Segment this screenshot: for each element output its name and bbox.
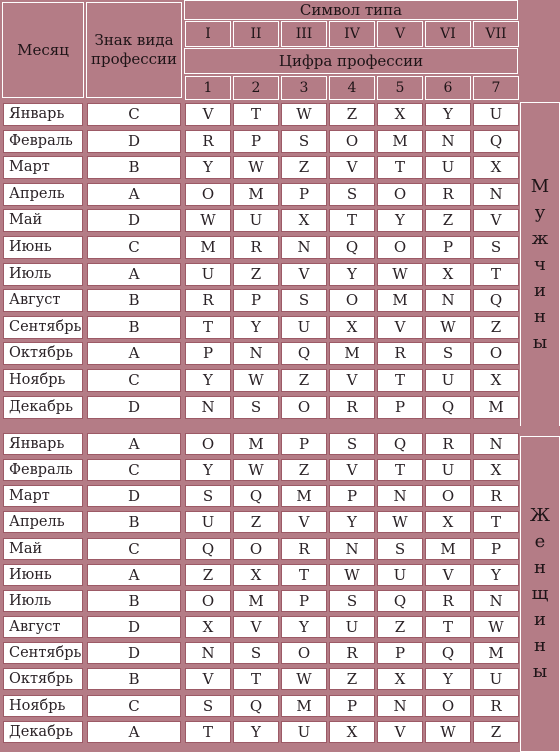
letter-cell: Z: [329, 668, 375, 690]
sign-cell: A: [87, 721, 181, 743]
letter-cell: N: [473, 590, 519, 612]
sign-cell: D: [87, 642, 181, 664]
letter-cell: U: [281, 316, 327, 339]
letter-cell: M: [377, 289, 423, 312]
letter-cell: W: [425, 316, 471, 339]
letter-cell: U: [233, 209, 279, 232]
letter-cell: V: [425, 564, 471, 586]
letter-cell: Z: [185, 564, 231, 586]
month-cell: Май: [3, 209, 83, 232]
letter-cell: W: [377, 263, 423, 286]
letter-cell: T: [185, 721, 231, 743]
letter-cell: N: [473, 183, 519, 206]
letter-cell: M: [473, 396, 519, 419]
letter-cell: V: [281, 511, 327, 533]
month-cell: Март: [3, 485, 83, 507]
letter-cell: T: [425, 616, 471, 638]
letter-cell: N: [425, 289, 471, 312]
letter-cell: U: [473, 668, 519, 690]
month-cell: Август: [3, 289, 83, 312]
letter-cell: W: [425, 721, 471, 743]
letter-cell: Y: [425, 668, 471, 690]
women-label: Ж е н щ и н ы: [520, 436, 560, 752]
letter-cell: S: [377, 538, 423, 560]
sign-cell: B: [87, 156, 181, 179]
type-symbol-1: I: [185, 21, 231, 47]
letter-cell: Y: [185, 369, 231, 392]
sign-cell: D: [87, 485, 181, 507]
sign-cell: C: [87, 459, 181, 481]
sign-cell: B: [87, 316, 181, 339]
sign-cell: A: [87, 564, 181, 586]
letter-cell: O: [377, 236, 423, 259]
type-symbol-header: Символ типа: [184, 0, 518, 20]
letter-cell: O: [185, 590, 231, 612]
letter-cell: S: [185, 695, 231, 717]
letter-cell: Q: [185, 538, 231, 560]
month-cell: Февраль: [3, 130, 83, 153]
sign-cell: B: [87, 289, 181, 312]
letter-cell: Y: [377, 209, 423, 232]
letter-cell: Z: [377, 616, 423, 638]
letter-cell: V: [377, 721, 423, 743]
letter-cell: R: [329, 396, 375, 419]
profession-digit-4: 4: [329, 76, 375, 100]
letter-cell: Z: [281, 156, 327, 179]
letter-cell: Y: [185, 459, 231, 481]
letter-cell: Z: [473, 316, 519, 339]
men-label: М у ж ч и н ы: [520, 102, 560, 428]
letter-cell: Q: [329, 236, 375, 259]
letter-cell: T: [377, 156, 423, 179]
letter-cell: P: [377, 642, 423, 664]
letter-cell: N: [281, 236, 327, 259]
month-cell: Август: [3, 616, 83, 638]
letter-cell: P: [281, 590, 327, 612]
type-symbol-4: IV: [329, 21, 375, 47]
letter-cell: P: [329, 695, 375, 717]
letter-cell: W: [281, 103, 327, 126]
letter-cell: Z: [281, 459, 327, 481]
letter-cell: R: [425, 183, 471, 206]
letter-cell: Q: [233, 695, 279, 717]
letter-cell: O: [185, 183, 231, 206]
letter-cell: S: [473, 236, 519, 259]
letter-cell: N: [329, 538, 375, 560]
month-cell: Июнь: [3, 236, 83, 259]
letter-cell: S: [329, 183, 375, 206]
letter-cell: R: [473, 695, 519, 717]
letter-cell: R: [185, 289, 231, 312]
month-cell: Сентябрь: [3, 642, 83, 664]
letter-cell: X: [377, 668, 423, 690]
letter-cell: R: [377, 342, 423, 365]
profession-digit-5: 5: [377, 76, 423, 100]
letter-cell: P: [281, 433, 327, 455]
sign-cell: D: [87, 209, 181, 232]
letter-cell: T: [233, 103, 279, 126]
letter-cell: R: [425, 433, 471, 455]
month-cell: Октябрь: [3, 342, 83, 365]
month-cell: Январь: [3, 103, 83, 126]
month-cell: Февраль: [3, 459, 83, 481]
letter-cell: M: [329, 342, 375, 365]
letter-cell: O: [185, 433, 231, 455]
letter-cell: P: [377, 396, 423, 419]
month-cell: Апрель: [3, 183, 83, 206]
letter-cell: V: [185, 668, 231, 690]
letter-cell: V: [281, 263, 327, 286]
letter-cell: T: [377, 369, 423, 392]
sign-cell: C: [87, 369, 181, 392]
letter-cell: Y: [329, 511, 375, 533]
letter-cell: X: [377, 103, 423, 126]
letter-cell: Q: [425, 396, 471, 419]
letter-cell: U: [329, 616, 375, 638]
sign-cell: A: [87, 433, 181, 455]
profession-digit-2: 2: [233, 76, 279, 100]
sign-cell: C: [87, 236, 181, 259]
month-header: Месяц: [2, 2, 84, 98]
letter-cell: N: [377, 485, 423, 507]
type-symbol-2: II: [233, 21, 279, 47]
month-cell: Декабрь: [3, 721, 83, 743]
letter-cell: Q: [425, 642, 471, 664]
month-cell: Сентябрь: [3, 316, 83, 339]
type-symbol-3: III: [281, 21, 327, 47]
letter-cell: P: [233, 289, 279, 312]
letter-cell: U: [425, 156, 471, 179]
letter-cell: O: [329, 289, 375, 312]
letter-cell: P: [281, 183, 327, 206]
letter-cell: T: [185, 316, 231, 339]
month-cell: Март: [3, 156, 83, 179]
letter-cell: V: [329, 369, 375, 392]
letter-cell: V: [329, 459, 375, 481]
letter-cell: O: [425, 485, 471, 507]
month-cell: Июнь: [3, 564, 83, 586]
letter-cell: S: [329, 433, 375, 455]
sign-cell: D: [87, 396, 181, 419]
letter-cell: S: [425, 342, 471, 365]
letter-cell: Z: [233, 263, 279, 286]
letter-cell: U: [281, 721, 327, 743]
letter-cell: V: [473, 209, 519, 232]
sign-cell: A: [87, 263, 181, 286]
sign-cell: C: [87, 538, 181, 560]
letter-cell: P: [185, 342, 231, 365]
letter-cell: O: [425, 695, 471, 717]
letter-cell: Y: [233, 721, 279, 743]
letter-cell: W: [233, 459, 279, 481]
letter-cell: Y: [425, 103, 471, 126]
month-cell: Июль: [3, 263, 83, 286]
letter-cell: X: [425, 263, 471, 286]
profession-digit-7: 7: [473, 76, 519, 100]
letter-cell: Y: [185, 156, 231, 179]
profession-digit-3: 3: [281, 76, 327, 100]
letter-cell: Z: [233, 511, 279, 533]
letter-cell: T: [473, 263, 519, 286]
sign-header: Знак вида профессии: [86, 2, 182, 98]
type-symbol-6: VI: [425, 21, 471, 47]
letter-cell: W: [473, 616, 519, 638]
letter-cell: X: [185, 616, 231, 638]
letter-cell: P: [425, 236, 471, 259]
profession-digit-6: 6: [425, 76, 471, 100]
letter-cell: M: [233, 183, 279, 206]
month-cell: Октябрь: [3, 668, 83, 690]
month-cell: Ноябрь: [3, 369, 83, 392]
letter-cell: R: [185, 130, 231, 153]
sign-cell: A: [87, 342, 181, 365]
letter-cell: T: [281, 564, 327, 586]
letter-cell: U: [377, 564, 423, 586]
letter-cell: W: [329, 564, 375, 586]
letter-cell: N: [425, 130, 471, 153]
month-cell: Июль: [3, 590, 83, 612]
letter-cell: P: [329, 485, 375, 507]
sign-cell: B: [87, 590, 181, 612]
letter-cell: U: [185, 511, 231, 533]
letter-cell: U: [185, 263, 231, 286]
letter-cell: Q: [473, 130, 519, 153]
letter-cell: W: [281, 668, 327, 690]
letter-cell: Q: [281, 342, 327, 365]
sign-cell: D: [87, 130, 181, 153]
letter-cell: P: [233, 130, 279, 153]
letter-cell: O: [281, 642, 327, 664]
letter-cell: X: [233, 564, 279, 586]
letter-cell: U: [425, 459, 471, 481]
letter-cell: U: [473, 103, 519, 126]
letter-cell: N: [233, 342, 279, 365]
sign-cell: B: [87, 668, 181, 690]
letter-cell: Z: [473, 721, 519, 743]
letter-cell: W: [185, 209, 231, 232]
sign-cell: C: [87, 695, 181, 717]
letter-cell: Z: [329, 103, 375, 126]
letter-cell: Y: [233, 316, 279, 339]
type-symbol-5: V: [377, 21, 423, 47]
letter-cell: Y: [281, 616, 327, 638]
letter-cell: V: [185, 103, 231, 126]
letter-cell: N: [377, 695, 423, 717]
letter-cell: V: [233, 616, 279, 638]
letter-cell: M: [281, 695, 327, 717]
month-cell: Апрель: [3, 511, 83, 533]
letter-cell: T: [233, 668, 279, 690]
letter-cell: X: [473, 156, 519, 179]
letter-cell: S: [281, 289, 327, 312]
profession-digit-1: 1: [185, 76, 231, 100]
letter-cell: V: [377, 316, 423, 339]
letter-cell: N: [473, 433, 519, 455]
letter-cell: R: [425, 590, 471, 612]
sign-cell: B: [87, 511, 181, 533]
letter-cell: N: [185, 396, 231, 419]
letter-cell: M: [281, 485, 327, 507]
letter-cell: S: [233, 642, 279, 664]
letter-cell: O: [329, 130, 375, 153]
letter-cell: T: [473, 511, 519, 533]
letter-cell: N: [185, 642, 231, 664]
month-cell: Ноябрь: [3, 695, 83, 717]
profession-digit-header: Цифра профессии: [184, 48, 518, 74]
letter-cell: R: [473, 485, 519, 507]
letter-cell: R: [233, 236, 279, 259]
letter-cell: V: [329, 156, 375, 179]
letter-cell: Q: [233, 485, 279, 507]
letter-cell: W: [377, 511, 423, 533]
letter-cell: Z: [281, 369, 327, 392]
month-cell: Май: [3, 538, 83, 560]
letter-cell: W: [233, 156, 279, 179]
sign-cell: A: [87, 183, 181, 206]
letter-cell: Q: [377, 433, 423, 455]
letter-cell: O: [233, 538, 279, 560]
letter-cell: T: [377, 459, 423, 481]
letter-cell: O: [377, 183, 423, 206]
letter-cell: M: [377, 130, 423, 153]
letter-cell: M: [425, 538, 471, 560]
letter-cell: P: [473, 538, 519, 560]
letter-cell: Y: [329, 263, 375, 286]
letter-cell: M: [185, 236, 231, 259]
letter-cell: S: [329, 590, 375, 612]
letter-cell: M: [233, 590, 279, 612]
letter-cell: X: [425, 511, 471, 533]
month-cell: Январь: [3, 433, 83, 455]
letter-cell: T: [329, 209, 375, 232]
letter-cell: S: [281, 130, 327, 153]
letter-cell: Q: [377, 590, 423, 612]
letter-cell: W: [233, 369, 279, 392]
letter-cell: R: [281, 538, 327, 560]
letter-cell: X: [473, 369, 519, 392]
sign-cell: D: [87, 616, 181, 638]
letter-cell: Q: [473, 289, 519, 312]
letter-cell: S: [233, 396, 279, 419]
letter-cell: R: [329, 642, 375, 664]
letter-cell: X: [329, 316, 375, 339]
letter-cell: M: [233, 433, 279, 455]
letter-cell: X: [473, 459, 519, 481]
letter-cell: Z: [425, 209, 471, 232]
letter-cell: X: [281, 209, 327, 232]
letter-cell: O: [473, 342, 519, 365]
letter-cell: U: [425, 369, 471, 392]
letter-cell: Y: [473, 564, 519, 586]
month-cell: Декабрь: [3, 396, 83, 419]
letter-cell: M: [473, 642, 519, 664]
type-symbol-7: VII: [473, 21, 519, 47]
sign-cell: C: [87, 103, 181, 126]
letter-cell: O: [281, 396, 327, 419]
letter-cell: S: [185, 485, 231, 507]
letter-cell: X: [329, 721, 375, 743]
